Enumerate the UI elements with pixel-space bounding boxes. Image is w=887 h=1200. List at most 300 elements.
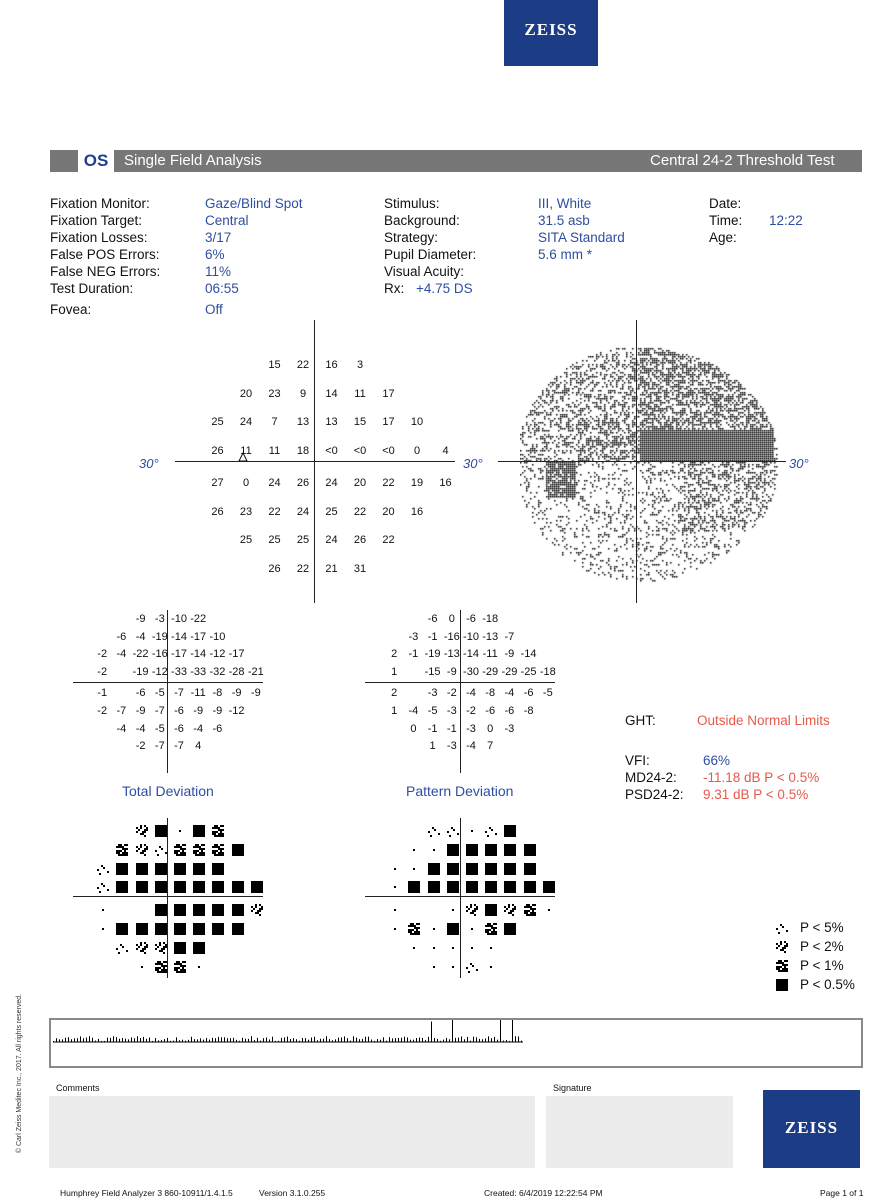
copyright: © Carl Zeiss Meditec Inc., 2017. All rights reserved. [16,993,24,1154]
total-deviation-value: -6 [116,630,127,643]
threshold-value: 13 [296,416,310,428]
total-prob-symbol [232,880,244,892]
degree-label-mid: 30° [463,456,483,471]
pattern-prob-symbol [428,922,440,934]
info-label: Time: [709,213,743,228]
td-h-axis [73,682,263,683]
pattern-prob-symbol [447,941,459,953]
total-deviation-value: -5 [154,687,165,700]
legend-p05: P < 0.5% [800,977,855,992]
pattern-prob-symbol [466,843,478,855]
info-value: 3/17 [205,230,232,245]
threshold-value: 25 [239,534,253,546]
threshold-value: 13 [325,416,338,428]
pattern-deviation-value: -9 [504,648,515,661]
threshold-value: 22 [296,359,310,371]
threshold-v-axis [314,320,315,603]
total-prob-symbol [174,843,186,855]
total-prob-symbol [136,862,148,874]
info-label: False POS Errors: [50,247,160,262]
signature-field[interactable] [546,1096,733,1168]
info-value: 11% [205,264,232,279]
legend-symbol [776,921,788,933]
total-deviation-value: -8 [212,687,223,700]
info-value: SITA Standard [538,230,625,245]
pattern-deviation-value: -15 [424,665,441,678]
pattern-prob-symbol [389,922,401,934]
total-deviation-value: -17 [171,648,187,661]
threshold-value: 27 [211,477,224,489]
total-deviation-value: 4 [195,740,202,753]
info-value: +4.75 DS [416,281,473,296]
info-label: Background: [384,213,460,228]
total-deviation-value: -4 [135,722,146,735]
threshold-value: 26 [211,444,224,457]
signature-label: Signature [553,1083,592,1093]
pattern-prob-symbol [543,903,555,915]
threshold-value: 11 [240,444,252,457]
pattern-deviation-value: -29 [482,665,499,678]
pattern-prob-symbol [408,941,420,953]
blind-spot-icon [238,452,248,462]
pattern-deviation-value: 1 [391,665,398,678]
info-label: Stimulus: [384,196,440,211]
total-deviation-value: -9 [231,687,242,700]
vfi-label: VFI: [625,753,650,768]
threshold-value: 3 [356,359,364,371]
pattern-deviation-value: -3 [427,687,438,700]
pattern-prob-symbol [524,862,536,874]
pattern-deviation-value: -30 [463,665,479,678]
psd-value: 9.31 dB P < 0.5% [703,787,809,802]
threshold-value: 11 [354,387,366,400]
pattern-prob-symbol [485,880,497,892]
pattern-deviation-value: -3 [504,722,515,735]
pattern-deviation-value: -14 [520,648,537,661]
threshold-value: 0 [242,477,250,489]
total-deviation-value: -21 [247,665,264,678]
pattern-deviation-value: -9 [446,665,457,678]
vfi-value: 66% [703,753,731,768]
total-prob-symbol [251,903,263,915]
total-deviation-value: -9 [135,705,146,717]
pattern-prob-symbol [524,903,536,915]
legend-p5: P < 5% [800,920,844,935]
pattern-deviation-value: -6 [427,613,438,625]
zeiss-logo-bottom [763,1090,860,1168]
total-deviation-value: -2 [97,648,108,661]
pattern-prob-symbol [485,903,497,915]
total-prob-symbol [212,862,224,874]
pattern-deviation-value: -6 [523,687,534,700]
psd-label: PSD24-2: [625,787,684,802]
total-prob-symbol [116,941,128,953]
pattern-prob-symbol [447,862,459,874]
total-prob-symbol [193,843,205,855]
tp-h-axis [73,896,263,897]
info-value: Central [205,213,249,228]
total-deviation-value: -12 [209,648,226,661]
threshold-value: 31 [353,562,367,575]
total-prob-symbol [251,880,263,892]
pattern-prob-symbol [428,960,440,972]
pattern-deviation-value: -4 [466,687,476,700]
total-deviation-value: -3 [154,613,165,625]
threshold-value: 25 [268,534,281,546]
threshold-value: 26 [353,534,367,546]
analysis-title: Single Field Analysis [124,152,262,169]
total-deviation-value: -7 [116,705,127,717]
total-deviation-value: -9 [250,687,261,700]
pattern-deviation-value: -4 [466,740,476,753]
info-label: Age: [709,230,737,245]
total-deviation-value: -1 [97,687,108,700]
pattern-deviation-value: -4 [504,687,515,700]
total-deviation-value: -17 [190,630,207,643]
total-deviation-value: -9 [193,705,204,717]
total-deviation-value: -12 [151,665,168,678]
pattern-deviation-value: -18 [482,613,499,625]
total-prob-symbol [97,922,109,934]
pattern-deviation-value: -4 [408,705,419,717]
pattern-prob-symbol [428,843,440,855]
zeiss-logo-top-text: ZEISS [524,20,578,39]
info-value: 12:22 [769,213,803,228]
threshold-value: 26 [268,562,281,575]
pattern-deviation-value: -8 [523,705,534,717]
pattern-deviation-value: -3 [408,630,419,643]
total-deviation-value: -22 [132,648,149,661]
pattern-deviation-value: -16 [443,630,460,643]
pattern-prob-symbol [466,922,478,934]
threshold-value: 20 [382,505,395,518]
info-label: Pupil Diameter: [384,247,477,262]
pattern-deviation-value: -2 [466,705,476,717]
pattern-deviation-value: 1 [391,705,398,717]
total-deviation-value: -12 [228,705,245,717]
total-deviation-value: -14 [171,630,187,643]
total-prob-symbol [136,922,148,934]
total-prob-symbol [97,862,109,874]
ght-value: Outside Normal Limits [697,713,830,728]
pattern-prob-symbol [447,880,459,892]
threshold-value: 23 [268,387,281,400]
pattern-prob-symbol [408,922,420,934]
pattern-deviation-value: -3 [466,722,476,735]
total-deviation-value: -19 [151,630,168,643]
pattern-prob-symbol [504,862,516,874]
threshold-h-axis [175,461,455,462]
total-prob-symbol [97,903,109,915]
pattern-deviation-value: -10 [463,630,479,643]
total-prob-symbol [193,824,205,836]
info-value: Off [205,302,223,317]
total-prob-symbol [174,922,186,934]
threshold-value: 16 [410,505,424,518]
pattern-deviation-value: 0 [448,613,455,625]
total-deviation-value: -16 [151,648,168,661]
md-value: -11.18 dB P < 0.5% [703,770,820,785]
grayscale-v-axis [636,320,637,603]
total-prob-symbol [116,880,128,892]
pattern-prob-symbol [408,843,420,855]
info-label: Test Duration: [50,281,134,296]
total-deviation-value: -4 [193,722,204,735]
comments-label: Comments [56,1083,100,1093]
total-deviation-value: -19 [132,665,149,678]
total-prob-symbol [174,903,186,915]
total-deviation-value: -6 [174,722,184,735]
pattern-prob-symbol [447,824,459,836]
total-prob-symbol [155,880,167,892]
pattern-deviation-value: -25 [520,665,537,678]
pattern-prob-symbol [428,862,440,874]
total-deviation-value: -7 [154,740,165,753]
grayscale-h-axis [498,461,786,462]
threshold-value: 9 [299,387,307,400]
threshold-value: 22 [353,505,367,518]
pattern-deviation-value: -6 [466,613,476,625]
pattern-prob-symbol [466,824,478,836]
eye-label: OS [78,150,114,172]
zeiss-logo-bottom-text: ZEISS [784,1118,839,1137]
pattern-deviation-value: -19 [424,648,441,661]
info-label: Fovea: [50,302,92,317]
threshold-value: 15 [268,359,281,371]
pattern-deviation-value: -5 [542,687,553,700]
pattern-prob-symbol [485,843,497,855]
total-deviation-value: -6 [174,705,184,717]
footer-created: Created: 6/4/2019 12:22:54 PM [484,1188,603,1198]
total-prob-symbol [212,824,224,836]
total-deviation-value: -4 [116,722,127,735]
pattern-deviation-value: 7 [487,740,494,753]
pp-v-axis [460,818,461,978]
threshold-value: 20 [239,387,253,400]
total-prob-symbol [155,922,167,934]
total-deviation-value: -2 [97,665,108,678]
degree-label-right: 30° [789,456,809,471]
total-deviation-value: -33 [171,665,187,678]
threshold-value: 26 [296,477,310,489]
total-prob-symbol [136,941,148,953]
total-prob-symbol [116,922,128,934]
pattern-prob-symbol [485,922,497,934]
threshold-value: 24 [325,477,338,489]
degree-label-left: 30° [139,456,159,471]
pattern-deviation-value: -18 [539,665,556,678]
total-prob-symbol [174,960,186,972]
total-prob-symbol [155,960,167,972]
total-deviation-title: Total Deviation [122,783,214,799]
pattern-deviation-value: -2 [446,687,457,700]
total-deviation-value: -10 [171,613,187,625]
total-prob-symbol [232,903,244,915]
info-label: Fixation Target: [50,213,143,228]
pattern-prob-symbol [447,922,459,934]
total-deviation-value: -14 [190,648,207,661]
pattern-prob-symbol [408,862,420,874]
total-deviation-value: -10 [209,630,226,643]
info-label: Date: [709,196,742,211]
total-deviation-value: -7 [154,705,165,717]
total-prob-symbol [116,862,128,874]
md-label: MD24-2: [625,770,677,785]
pattern-deviation-value: -14 [463,648,479,661]
total-prob-symbol [155,941,167,953]
threshold-value: 23 [239,505,253,518]
total-deviation-value: -22 [190,613,207,625]
pattern-deviation-title: Pattern Deviation [406,783,514,799]
threshold-value: 16 [325,359,338,371]
pattern-deviation-value: -1 [427,630,438,643]
total-prob-symbol [212,903,224,915]
info-label: Fixation Losses: [50,230,148,245]
threshold-value: 7 [271,416,278,428]
total-prob-symbol [155,903,167,915]
pattern-prob-symbol [504,824,516,836]
pattern-deviation-value: -6 [504,705,515,717]
info-value: 5.6 mm * [538,247,593,262]
pattern-deviation-value: -11 [482,648,498,661]
legend-p2: P < 2% [800,939,844,954]
total-prob-symbol [193,960,205,972]
total-prob-symbol [155,843,167,855]
pattern-prob-symbol [428,880,440,892]
pattern-deviation-value: -29 [501,665,518,678]
pattern-prob-symbol [466,903,478,915]
total-deviation-value: -33 [190,665,207,678]
pattern-deviation-value: -7 [504,630,515,643]
total-deviation-value: -28 [228,665,245,678]
total-deviation-value: -6 [212,722,223,735]
info-label: Strategy: [384,230,439,245]
threshold-value: 0 [413,444,421,457]
total-deviation-value: -4 [116,648,127,661]
threshold-value: 24 [239,416,253,428]
legend-p1: P < 1% [800,958,844,973]
total-deviation-value: -2 [135,740,146,753]
gaze-tracking-graph [53,1020,533,1054]
pattern-prob-symbol [524,880,536,892]
pattern-prob-symbol [408,880,420,892]
pattern-deviation-value: -6 [485,705,496,717]
footer-version: Version 3.1.0.255 [259,1188,326,1198]
total-prob-symbol [232,922,244,934]
pattern-deviation-value: -13 [443,648,460,661]
threshold-value: 24 [325,534,338,546]
threshold-value: 25 [211,416,224,428]
threshold-value: 10 [410,416,424,428]
pattern-prob-symbol [389,903,401,915]
total-deviation-value: -4 [135,630,146,643]
tp-v-axis [167,818,168,978]
threshold-value: 26 [211,505,224,518]
ght-label: GHT: [625,713,656,728]
threshold-value: <0 [382,444,395,457]
total-deviation-value: -2 [97,705,108,717]
total-prob-symbol [193,941,205,953]
threshold-value: 24 [268,477,281,489]
total-prob-symbol [193,903,205,915]
comments-field[interactable] [49,1096,535,1168]
pattern-prob-symbol [504,922,516,934]
pattern-prob-symbol [447,960,459,972]
total-prob-symbol [174,880,186,892]
total-prob-symbol [212,843,224,855]
threshold-value: 19 [410,477,424,489]
pattern-prob-symbol [428,941,440,953]
total-prob-symbol [232,843,244,855]
pattern-prob-symbol [543,880,555,892]
info-value: 06:55 [205,281,239,296]
total-deviation-value: -9 [212,705,223,717]
pattern-deviation-value: -1 [408,648,419,661]
pattern-deviation-value: 1 [429,740,436,753]
total-deviation-value: -32 [209,665,226,678]
pattern-prob-symbol [504,880,516,892]
pattern-prob-symbol [485,960,497,972]
pattern-deviation-value: 0 [410,722,417,735]
threshold-value: 18 [296,444,310,457]
threshold-value: 17 [382,387,395,400]
pattern-deviation-value: -3 [446,740,457,753]
total-deviation-value: -6 [135,687,146,700]
total-deviation-value: -5 [154,722,165,735]
info-label: Visual Acuity: [384,264,465,279]
pattern-deviation-value: -8 [485,687,496,700]
legend-symbol [776,959,788,971]
threshold-value: 22 [382,534,395,546]
info-value: III, White [538,196,592,211]
threshold-value: 22 [296,562,310,575]
pattern-prob-symbol [447,903,459,915]
zeiss-logo-top [504,0,598,66]
total-prob-symbol [212,922,224,934]
threshold-value: 25 [296,534,310,546]
threshold-value: 20 [353,477,367,489]
total-prob-symbol [97,880,109,892]
info-value: 6% [205,247,225,262]
total-prob-symbol [174,941,186,953]
threshold-value: 17 [382,416,395,428]
info-label: Fixation Monitor: [50,196,150,211]
grayscale-canvas [520,332,780,592]
threshold-value: <0 [325,444,338,457]
total-prob-symbol [136,843,148,855]
threshold-value: 14 [325,387,338,400]
threshold-value: <0 [353,444,367,457]
legend-symbol [776,940,788,952]
total-prob-symbol [136,960,148,972]
pattern-prob-symbol [524,843,536,855]
test-title: Central 24-2 Threshold Test [650,152,835,169]
pattern-prob-symbol [466,862,478,874]
pattern-deviation-value: -13 [482,630,499,643]
info-value: Gaze/Blind Spot [205,196,303,211]
pattern-prob-symbol [389,862,401,874]
total-prob-symbol [174,824,186,836]
pattern-deviation-value: 2 [391,648,398,661]
info-label: Rx: [384,281,405,296]
threshold-value: 22 [268,505,281,518]
threshold-value: 15 [353,416,367,428]
total-prob-symbol [136,880,148,892]
pattern-prob-symbol [466,960,478,972]
total-prob-symbol [155,862,167,874]
total-deviation-value: -9 [135,613,146,625]
legend-symbol [776,978,788,990]
